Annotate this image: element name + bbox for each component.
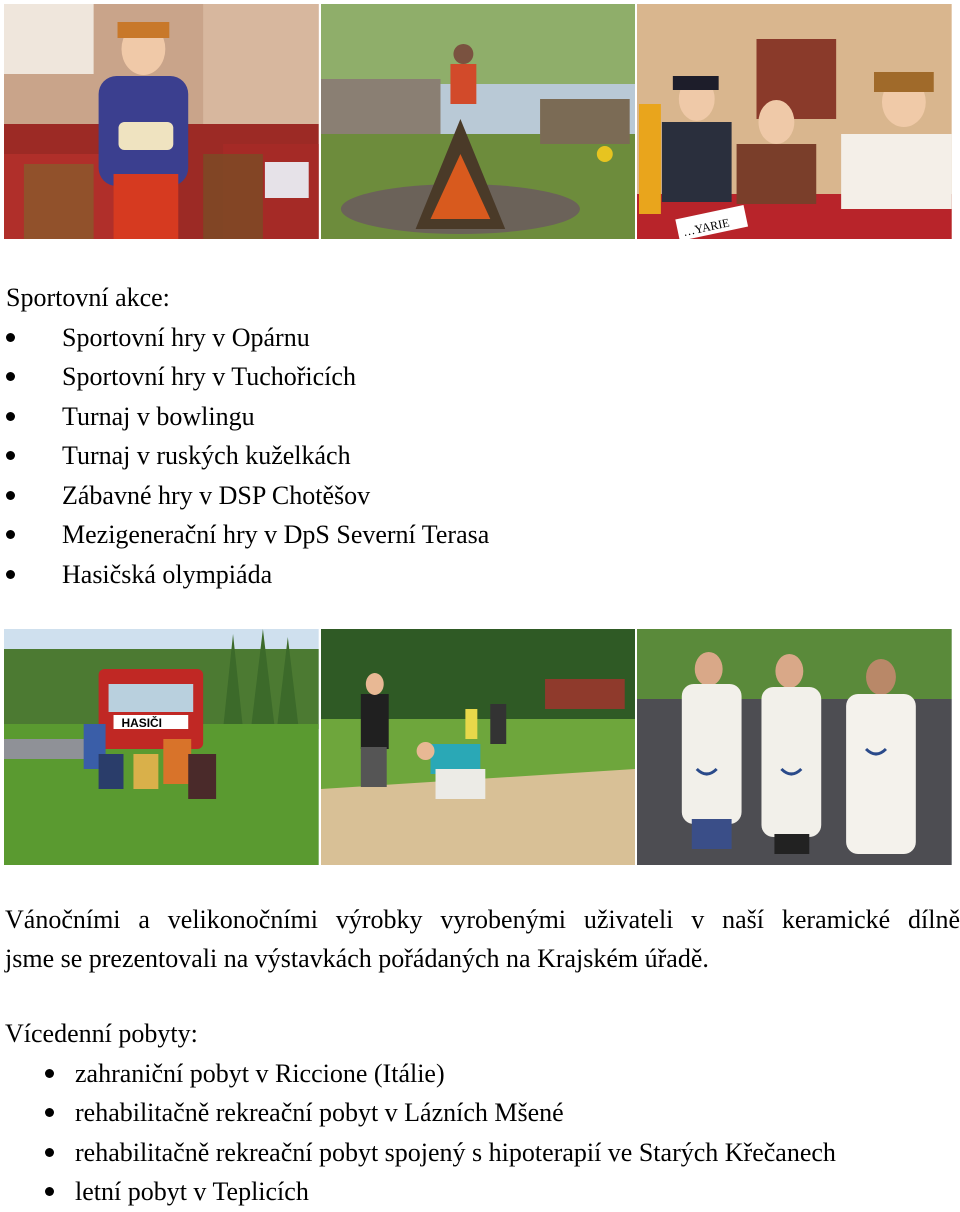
photo-woman-with-cake — [4, 4, 319, 239]
sports-heading: Sportovní akce: — [6, 283, 170, 312]
list-item: Sportovní hry v Tuchořicích — [6, 357, 489, 397]
bullet-icon — [45, 1148, 54, 1157]
stays-heading: Vícedenní pobyty: — [5, 1019, 198, 1048]
list-item: letní pobyt v Teplicích — [5, 1172, 836, 1212]
list-item: Zábavné hry v DSP Chotěšov — [6, 476, 489, 516]
bullet-icon — [6, 491, 15, 500]
photo-fire-truck-group — [4, 629, 319, 865]
list-item: rehabilitačně rekreační pobyt v Lázních Mšené — [5, 1093, 836, 1133]
stays-list — [5, 1054, 836, 1212]
bullet-icon — [6, 412, 15, 421]
bullet-icon — [45, 1069, 54, 1078]
bullet-icon — [6, 451, 15, 460]
list-item: rehabilitačně rekreační pobyt spojený s hipoterapií ve Starých Křečanech — [5, 1133, 836, 1173]
bullet-icon — [6, 530, 15, 539]
bullet-icon — [6, 570, 15, 579]
photo-costumed-women-table — [637, 4, 952, 239]
list-item: Sportovní hry v Opárnu — [6, 318, 489, 358]
bullet-icon — [6, 333, 15, 342]
sports-list — [6, 318, 489, 595]
list-item: zahraniční pobyt v Riccione (Itálie) — [5, 1054, 836, 1094]
sports-section — [6, 278, 489, 594]
photo-bonfire — [321, 4, 636, 239]
stays-section — [5, 1014, 836, 1212]
bullet-icon — [6, 372, 15, 381]
list-item: Mezigenerační hry v DpS Severní Terasa — [6, 515, 489, 555]
bullet-icon — [45, 1108, 54, 1117]
photo-long-jump — [321, 629, 636, 865]
bullet-icon — [45, 1187, 54, 1196]
fire-truck-sign: HASIČI — [121, 715, 162, 731]
photo-women-in-costumes — [637, 629, 952, 865]
top-photo-row — [4, 4, 952, 239]
paragraph-line-1: Vánočními a velikonočními výrobky vyrobenými uživateli v naší keramické dílně — [5, 905, 960, 934]
list-item: Turnaj v bowlingu — [6, 397, 489, 437]
middle-photo-row — [4, 629, 952, 865]
list-item: Hasičská olympiáda — [6, 555, 489, 595]
paragraph-line-2: jsme se prezentovali na výstavkách pořádaných na Krajském úřadě. — [5, 944, 709, 973]
list-item: Turnaj v ruských kuželkách — [6, 436, 489, 476]
name-card-text: …YARIE — [681, 215, 731, 239]
exhibition-paragraph — [5, 900, 960, 978]
